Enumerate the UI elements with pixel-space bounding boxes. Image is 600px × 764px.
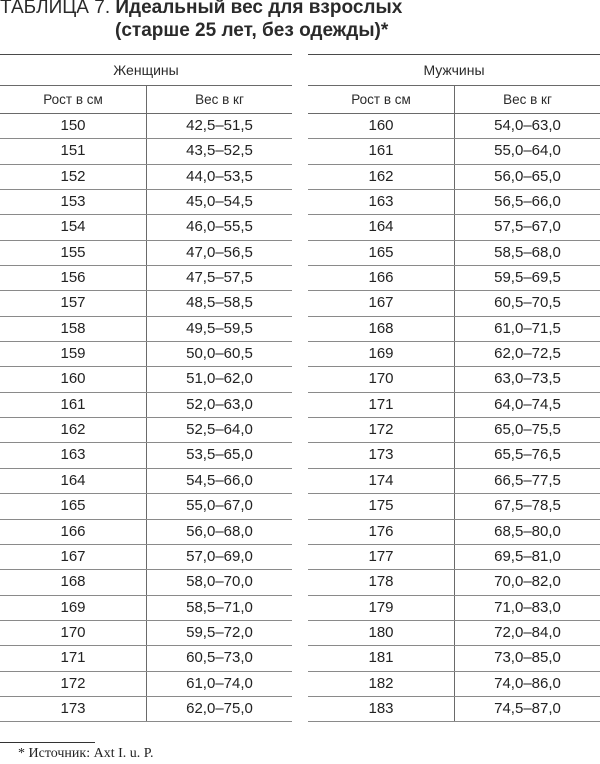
table-row bbox=[308, 190, 600, 215]
weight-cell: 52,5–64,0 bbox=[186, 421, 253, 439]
table-row bbox=[0, 393, 292, 418]
table-row bbox=[308, 443, 600, 468]
weight-cell: 54,0–63,0 bbox=[494, 117, 561, 134]
table-row bbox=[308, 241, 600, 266]
table-title-main: Идеальный вес для взрослых bbox=[115, 0, 403, 18]
height-cell: 155 bbox=[60, 243, 86, 261]
men-weight-header: Вес в кг bbox=[503, 92, 552, 107]
table-row bbox=[308, 139, 600, 164]
table-row bbox=[308, 342, 600, 367]
height-cell: 162 bbox=[368, 167, 394, 185]
table-row bbox=[0, 165, 292, 190]
height-cell: 168 bbox=[368, 319, 394, 337]
table-row bbox=[0, 596, 292, 621]
weight-cell: 56,0–65,0 bbox=[494, 167, 561, 185]
height-cell: 156 bbox=[60, 269, 86, 287]
weight-cell: 43,5–52,5 bbox=[186, 142, 253, 160]
table-row bbox=[308, 114, 600, 139]
weight-cell: 61,0–74,0 bbox=[186, 674, 253, 692]
height-cell: 181 bbox=[368, 649, 394, 667]
weight-cell: 60,5–73,0 bbox=[186, 649, 253, 667]
height-cell: 172 bbox=[60, 674, 86, 692]
weight-cell: 57,5–67,0 bbox=[494, 218, 561, 236]
table-row bbox=[0, 646, 292, 671]
table-row bbox=[0, 672, 292, 697]
weight-cell: 47,0–56,5 bbox=[186, 243, 253, 261]
women-group-header: Женщины bbox=[0, 54, 292, 86]
weight-cell: 59,5–69,5 bbox=[494, 269, 561, 287]
weight-cell: 52,0–63,0 bbox=[186, 395, 253, 413]
men-column-headers bbox=[308, 86, 600, 114]
table-row bbox=[308, 266, 600, 291]
weight-cell: 62,0–75,0 bbox=[186, 699, 253, 717]
women-rows bbox=[0, 114, 292, 722]
weight-cell: 72,0–84,0 bbox=[494, 623, 561, 641]
weight-cell: 60,5–70,5 bbox=[494, 294, 561, 312]
weight-cell: 59,5–72,0 bbox=[186, 623, 253, 641]
height-cell: 169 bbox=[60, 598, 86, 616]
table-row bbox=[0, 215, 292, 240]
height-cell: 170 bbox=[368, 370, 394, 388]
weight-cell: 65,5–76,5 bbox=[494, 446, 561, 464]
table-row bbox=[0, 367, 292, 392]
height-cell: 165 bbox=[368, 243, 394, 261]
height-cell: 163 bbox=[368, 193, 394, 211]
table-row bbox=[308, 596, 600, 621]
weight-cell: 45,0–54,5 bbox=[186, 193, 253, 211]
height-cell: 153 bbox=[60, 193, 86, 211]
height-cell: 183 bbox=[368, 699, 394, 717]
table-row bbox=[308, 393, 600, 418]
weight-cell: 62,0–72,5 bbox=[494, 345, 561, 363]
height-cell: 172 bbox=[368, 421, 394, 439]
weight-cell: 57,0–69,0 bbox=[186, 547, 253, 565]
table-row bbox=[308, 697, 600, 722]
women-column-headers bbox=[0, 86, 292, 114]
height-cell: 166 bbox=[368, 269, 394, 287]
table-row bbox=[308, 291, 600, 316]
weight-cell: 71,0–83,0 bbox=[494, 598, 561, 616]
height-cell: 171 bbox=[60, 649, 86, 667]
height-cell: 151 bbox=[60, 142, 86, 160]
weight-cell: 55,0–67,0 bbox=[186, 497, 253, 515]
weight-cell: 74,5–87,0 bbox=[494, 699, 561, 717]
height-cell: 170 bbox=[60, 623, 86, 641]
weight-cell: 65,0–75,5 bbox=[494, 421, 561, 439]
height-cell: 182 bbox=[368, 674, 394, 692]
men-height-header: Рост в см bbox=[351, 92, 411, 107]
height-cell: 177 bbox=[368, 547, 394, 565]
men-table bbox=[308, 54, 600, 722]
weight-cell: 50,0–60,5 bbox=[186, 345, 253, 363]
table-row bbox=[308, 418, 600, 443]
height-cell: 167 bbox=[368, 294, 394, 312]
height-cell: 173 bbox=[368, 446, 394, 464]
height-cell: 159 bbox=[60, 345, 86, 363]
height-cell: 160 bbox=[60, 370, 86, 388]
weight-cell: 69,5–81,0 bbox=[494, 547, 561, 565]
height-cell: 160 bbox=[368, 117, 394, 134]
height-cell: 169 bbox=[368, 345, 394, 363]
weight-cell: 67,5–78,5 bbox=[494, 497, 561, 515]
table-row bbox=[308, 494, 600, 519]
men-group-header: Мужчины bbox=[308, 54, 600, 86]
weight-cell: 58,0–70,0 bbox=[186, 573, 253, 591]
height-cell: 164 bbox=[60, 471, 86, 489]
weight-cell: 55,0–64,0 bbox=[494, 142, 561, 160]
table-row bbox=[308, 545, 600, 570]
table-row bbox=[0, 621, 292, 646]
weight-cell: 61,0–71,5 bbox=[494, 319, 561, 337]
footnote: * Источник: Axt I. u. P. bbox=[18, 746, 154, 761]
height-cell: 179 bbox=[368, 598, 394, 616]
men-rows bbox=[308, 114, 600, 722]
weight-cell: 64,0–74,5 bbox=[494, 395, 561, 413]
table-row bbox=[0, 469, 292, 494]
women-table bbox=[0, 54, 292, 722]
table-title-sub: (старше 25 лет, без одежды)* bbox=[115, 20, 389, 41]
table-row bbox=[308, 367, 600, 392]
weight-cell: 56,5–66,0 bbox=[494, 193, 561, 211]
weight-cell: 74,0–86,0 bbox=[494, 674, 561, 692]
weight-cell: 68,5–80,0 bbox=[494, 522, 561, 540]
weight-cell: 58,5–71,0 bbox=[186, 598, 253, 616]
table-row bbox=[0, 494, 292, 519]
height-cell: 163 bbox=[60, 446, 86, 464]
weight-cell: 54,5–66,0 bbox=[186, 471, 253, 489]
table-row bbox=[0, 114, 292, 139]
weight-cell: 53,5–65,0 bbox=[186, 446, 253, 464]
weight-cell: 58,5–68,0 bbox=[494, 243, 561, 261]
table-row bbox=[0, 266, 292, 291]
weight-cell: 44,0–53,5 bbox=[186, 167, 253, 185]
height-cell: 157 bbox=[60, 294, 86, 312]
table-row bbox=[308, 570, 600, 595]
table-row bbox=[0, 570, 292, 595]
table-row bbox=[308, 317, 600, 342]
table-row bbox=[308, 672, 600, 697]
weight-cell: 49,5–59,5 bbox=[186, 319, 253, 337]
height-cell: 173 bbox=[60, 699, 86, 717]
height-cell: 178 bbox=[368, 573, 394, 591]
height-cell: 161 bbox=[60, 395, 86, 413]
footnote-divider bbox=[0, 742, 95, 743]
table-row bbox=[308, 520, 600, 545]
height-cell: 175 bbox=[368, 497, 394, 515]
table-row bbox=[308, 165, 600, 190]
height-cell: 168 bbox=[60, 573, 86, 591]
height-cell: 165 bbox=[60, 497, 86, 515]
height-cell: 166 bbox=[60, 522, 86, 540]
table-row bbox=[0, 545, 292, 570]
table-row bbox=[308, 469, 600, 494]
height-cell: 152 bbox=[60, 167, 86, 185]
table-row bbox=[308, 621, 600, 646]
height-cell: 164 bbox=[368, 218, 394, 236]
table-row bbox=[0, 190, 292, 215]
table-row bbox=[0, 291, 292, 316]
weight-cell: 46,0–55,5 bbox=[186, 218, 253, 236]
weight-cell: 42,5–51,5 bbox=[186, 117, 253, 134]
table-row bbox=[308, 646, 600, 671]
table-row bbox=[0, 241, 292, 266]
women-height-header: Рост в см bbox=[43, 92, 103, 107]
weight-cell: 70,0–82,0 bbox=[494, 573, 561, 591]
table-row bbox=[0, 342, 292, 367]
weight-cell: 63,0–73,5 bbox=[494, 370, 561, 388]
height-cell: 158 bbox=[60, 319, 86, 337]
table-row bbox=[0, 317, 292, 342]
height-cell: 154 bbox=[60, 218, 86, 236]
height-cell: 162 bbox=[60, 421, 86, 439]
table-row bbox=[0, 520, 292, 545]
table-row bbox=[0, 139, 292, 164]
height-cell: 150 bbox=[60, 117, 86, 134]
table-row bbox=[0, 697, 292, 722]
table-row bbox=[0, 443, 292, 468]
weight-cell: 73,0–85,0 bbox=[494, 649, 561, 667]
height-cell: 171 bbox=[368, 395, 394, 413]
weight-cell: 48,5–58,5 bbox=[186, 294, 253, 312]
women-weight-header: Вес в кг bbox=[195, 92, 244, 107]
height-cell: 176 bbox=[368, 522, 394, 540]
table-row bbox=[0, 418, 292, 443]
height-cell: 174 bbox=[368, 471, 394, 489]
table-row bbox=[308, 215, 600, 240]
height-cell: 180 bbox=[368, 623, 394, 641]
table-number: ТАБЛИЦА 7. bbox=[0, 0, 111, 18]
height-cell: 167 bbox=[60, 547, 86, 565]
table-title bbox=[0, 0, 402, 42]
weight-cell: 66,5–77,5 bbox=[494, 471, 561, 489]
weight-cell: 47,5–57,5 bbox=[186, 269, 253, 287]
weight-cell: 56,0–68,0 bbox=[186, 522, 253, 540]
weight-cell: 51,0–62,0 bbox=[186, 370, 253, 388]
height-cell: 161 bbox=[368, 142, 394, 160]
